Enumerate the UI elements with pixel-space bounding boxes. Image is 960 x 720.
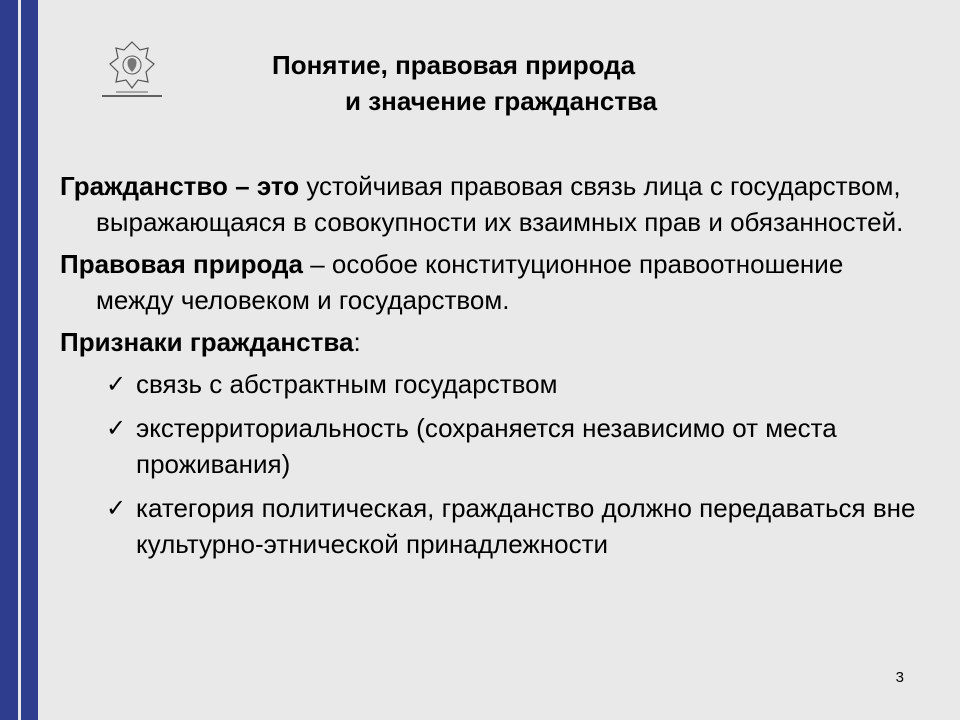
definition-text: устойчивая правовая связь лица с государством, выражающаяся в совокупности их взаимных прав и обязанностей. [96,171,904,237]
title-line-1: Понятие, правовая природа [272,50,636,80]
list-item [60,490,920,562]
list-item-text: категория политическая, гражданство должно передаваться вне культурно-этнической принадлежности [136,493,916,559]
signs-heading [60,324,920,360]
list-item [60,366,920,402]
slide-content [60,168,920,570]
check-icon: ✓ [106,370,127,398]
side-bar-stripe [18,0,21,720]
title-line-2: и значение гражданства [345,86,658,116]
signs-suffix: : [353,327,361,357]
side-bar [0,0,38,720]
legal-nature-term: Правовая природа [60,249,304,279]
signs-term: Признаки гражданства [60,327,354,357]
list-item-text: экстерриториальность (сохраняется независимо от места проживания) [136,413,837,479]
page-number: 3 [895,669,904,686]
check-icon: ✓ [106,414,127,442]
list-item-text: связь с абстрактным государством [136,369,558,399]
legal-nature-paragraph [60,246,920,318]
definition-term: Гражданство – это [60,171,300,201]
emblem-icon [96,38,168,102]
list-item [60,410,920,482]
legal-nature-text: – особое конституционное правоотношение между человеком и государством. [96,249,844,315]
definition-paragraph [60,168,920,240]
check-icon: ✓ [106,494,127,522]
signs-list [60,366,920,562]
